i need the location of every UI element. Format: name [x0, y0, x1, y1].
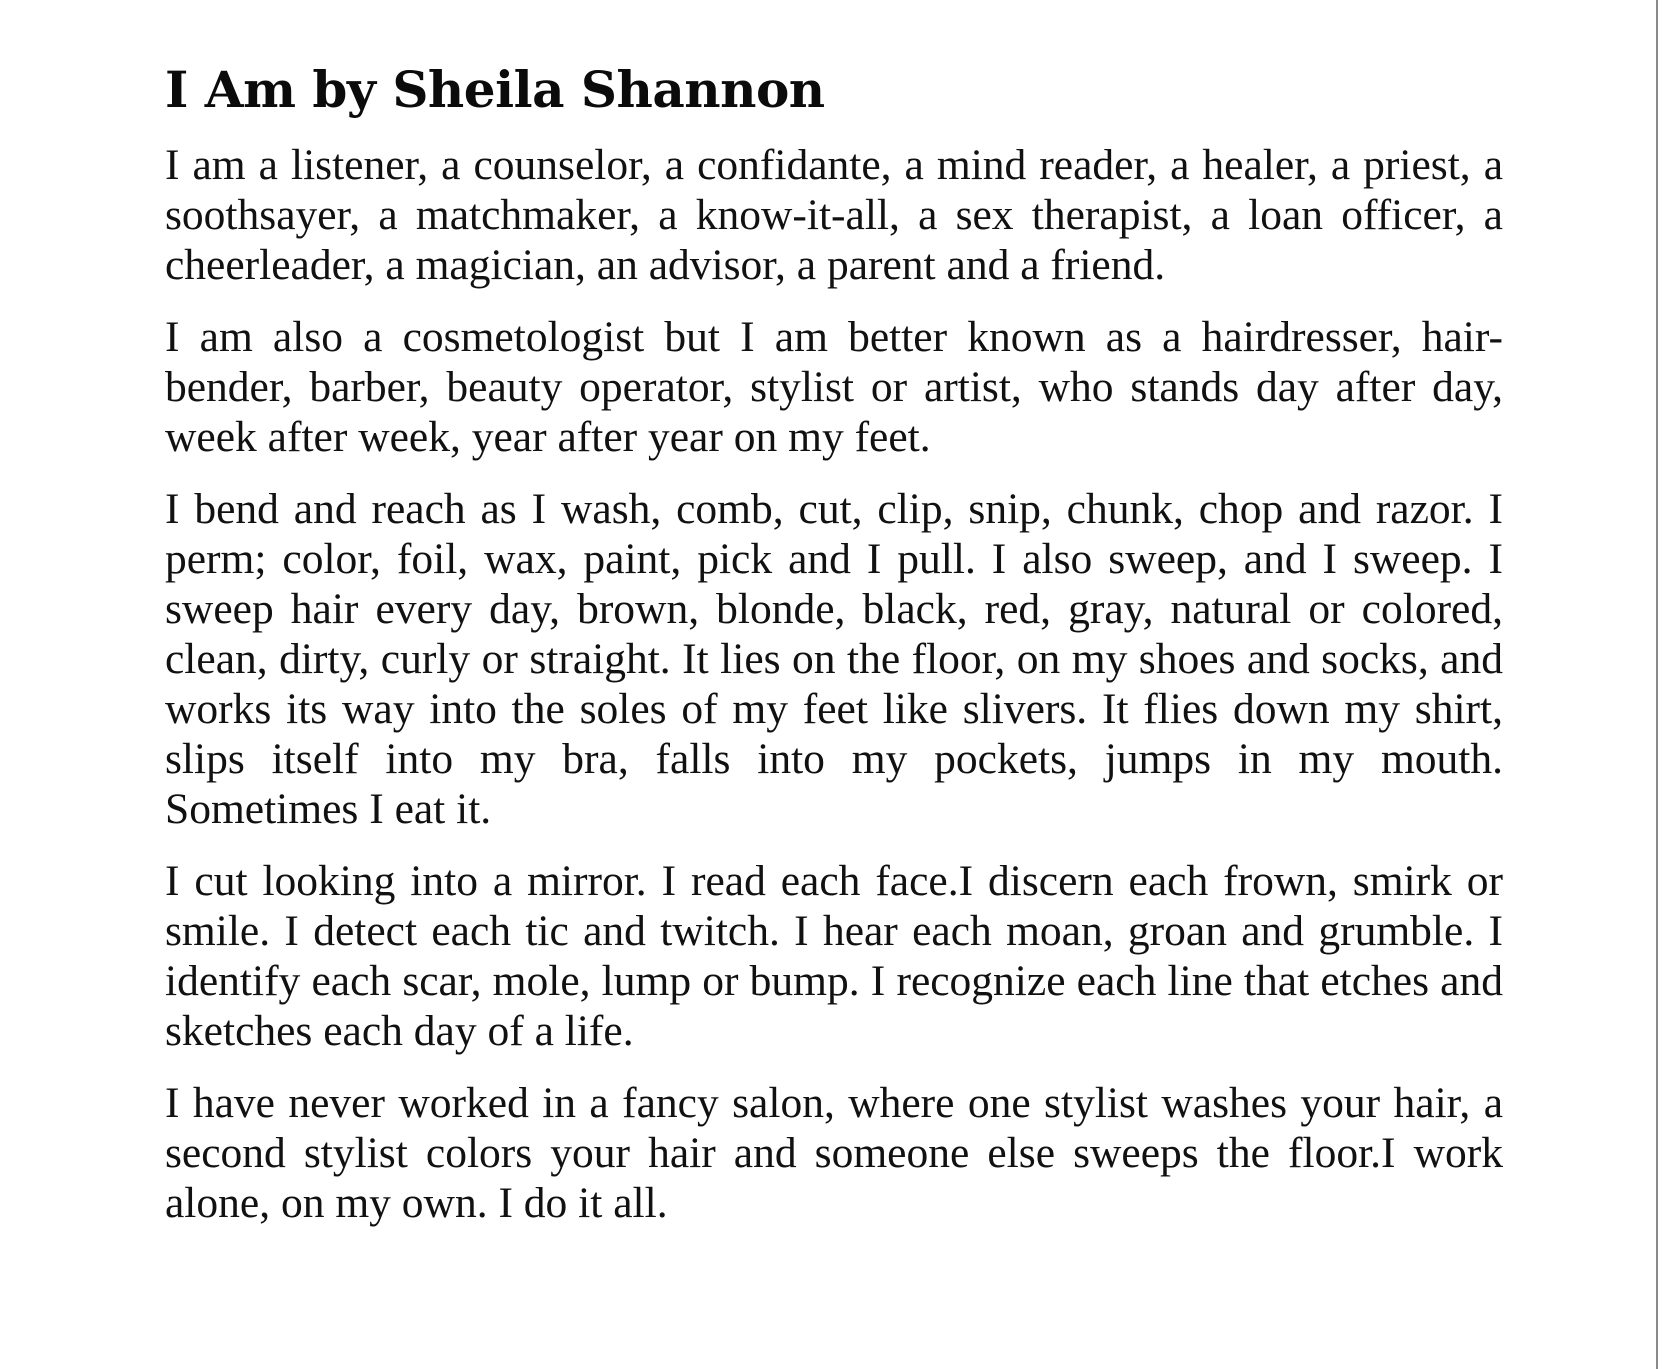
paragraph-5: I have never worked in a fancy salon, where one stylist washes your hair, a second stylist colors your hair and someone else sweeps the floor.I work alone, on my own. I do it all. [165, 1079, 1503, 1227]
paragraph-2: I am also a cosmetologist but I am better known as a hairdresser, hair-bender, barber, beauty operator, stylist or artist, who stands day after day, week after week, year after year on my feet. [165, 313, 1503, 461]
document-title: I Am by Sheila Shannon [165, 60, 825, 119]
document-content [165, 50, 1503, 1250]
page-margin [1658, 0, 1678, 1369]
paragraph-3: I bend and reach as I wash, comb, cut, clip, snip, chunk, chop and razor. I perm; color, foil, wax, paint, pick and I pull. I also sweep, and I sweep. I sweep hair every day, brown, blonde, black, red, gray, natural or colored, clean, dirty, curly or straight. It lies on the floor, on my shoes and socks, and works its way into the soles of my feet like slivers. It flies down my shirt, slips itself into my bra, falls into my pockets, jumps in my mouth. Sometimes I eat it. [165, 485, 1503, 833]
paragraph-1: I am a listener, a counselor, a confidante, a mind reader, a healer, a priest, a soothsayer, a matchmaker, a know-it-all, a sex therapist, a loan officer, a cheerleader, a magician, an advisor, a parent and a friend. [165, 141, 1503, 289]
paragraph-4: I cut looking into a mirror. I read each face.I discern each frown, smirk or smile. I detect each tic and twitch. I hear each moan, groan and grumble. I identify each scar, mole, lump or bump. I recognize each line that etches and sketches each day of a life. [165, 857, 1503, 1055]
